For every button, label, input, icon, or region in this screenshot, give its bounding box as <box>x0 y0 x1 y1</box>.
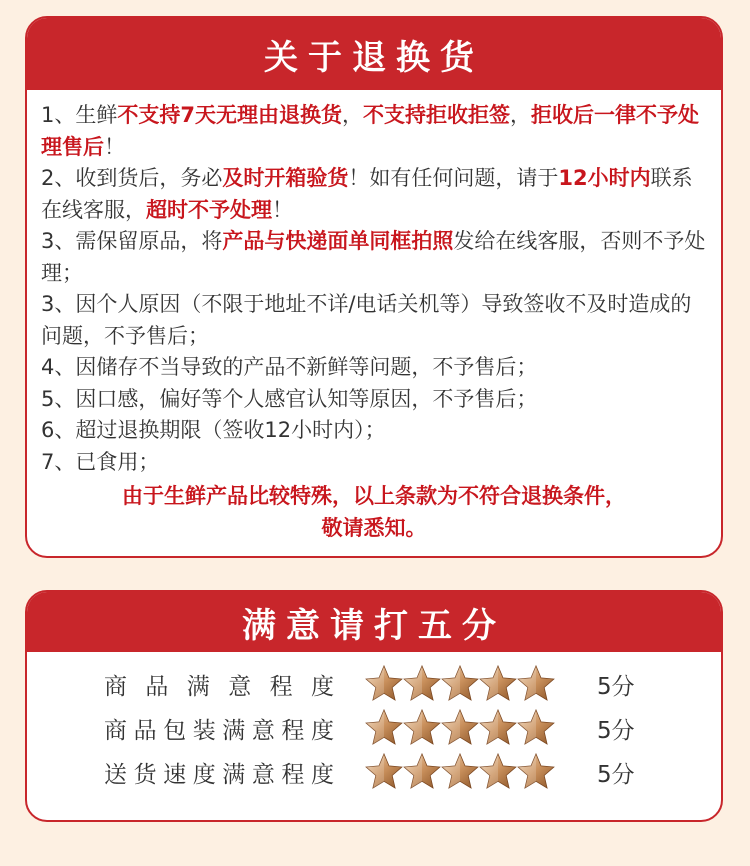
star-icon[interactable] <box>517 708 555 746</box>
star-icon[interactable] <box>403 664 441 702</box>
star-icon[interactable] <box>441 708 479 746</box>
returns-note-line-2: 敬请悉知。 <box>321 515 427 540</box>
star-icon[interactable] <box>517 752 555 790</box>
rating-row <box>27 664 721 704</box>
star-icon[interactable] <box>365 752 403 790</box>
rating-label: 送货速度满意程度 <box>104 762 334 788</box>
star-icon[interactable] <box>479 752 517 790</box>
star-rating[interactable] <box>365 752 555 790</box>
star-icon[interactable] <box>479 708 517 746</box>
rule-highlight-text: 产品与快递面单同框拍照 <box>222 229 454 253</box>
rule-item <box>41 226 707 289</box>
rule-text: 2、收到货后，务必 <box>41 166 223 190</box>
rule-highlight-text: 12小时内 <box>558 166 651 190</box>
rule-item <box>41 289 707 352</box>
star-icon[interactable] <box>479 664 517 702</box>
rating-score: 5分 <box>597 762 635 788</box>
returns-note <box>27 481 721 544</box>
rule-text: 6、超过退换期限（签收12小时内）； <box>41 418 386 442</box>
rating-label: 商品满意程度 <box>104 674 334 700</box>
rule-text: 7、已食用； <box>41 449 160 474</box>
star-icon[interactable] <box>403 752 441 790</box>
rule-text: 联系在线客服， <box>41 166 693 222</box>
rule-highlight-text: 及时开箱验货 <box>222 166 349 190</box>
rating-card <box>25 590 723 822</box>
rating-score: 5分 <box>597 718 635 744</box>
rating-label: 商品包装满意程度 <box>104 718 334 744</box>
star-icon[interactable] <box>441 752 479 790</box>
rule-text: 4、因储存不当导致的产品不新鲜等问题，不予售后； <box>41 355 538 379</box>
rule-highlight-text: 超时不予处理 <box>146 197 272 222</box>
star-icon[interactable] <box>403 708 441 746</box>
star-icon[interactable] <box>365 664 403 702</box>
rule-item <box>41 384 707 416</box>
rule-highlight-text: 拒收后一律不予处理售后 <box>41 103 699 159</box>
rule-item <box>41 415 707 447</box>
star-icon[interactable] <box>441 664 479 702</box>
returns-policy-title: 关于退换货 <box>27 18 721 90</box>
rule-text: ！如有任何问题，请于 <box>348 166 559 190</box>
returns-rules-list <box>27 90 721 478</box>
rule-item <box>41 163 707 226</box>
rule-text: ！ <box>104 134 125 159</box>
rule-item <box>41 100 707 163</box>
rating-title: 满意请打五分 <box>27 592 721 652</box>
rule-item <box>41 352 707 384</box>
rating-row <box>27 752 721 792</box>
rating-score: 5分 <box>597 674 635 700</box>
star-icon[interactable] <box>365 708 403 746</box>
rule-text: 3、因个人原因（不限于地址不详/电话关机等）导致签收不及时造成的问题，不予售后； <box>41 292 692 348</box>
rule-text: 5、因口感，偏好等个人感官认知等原因，不予售后； <box>41 386 538 411</box>
rule-text: 3、需保留原品，将 <box>41 229 223 253</box>
rule-text: 发给在线客服，否则不予处理； <box>41 229 706 285</box>
rule-item <box>41 447 707 479</box>
star-icon[interactable] <box>517 664 555 702</box>
rule-text: ！ <box>272 197 293 222</box>
star-rating[interactable] <box>365 708 555 746</box>
rule-highlight-text: 不支持7天无理由退换货 <box>117 103 342 127</box>
rule-highlight-text: 不支持拒收拒签 <box>363 103 510 127</box>
star-rating[interactable] <box>365 664 555 702</box>
rating-row <box>27 708 721 748</box>
rule-text: ， <box>510 103 531 127</box>
returns-policy-card <box>25 16 723 558</box>
rule-text: 1、生鲜 <box>41 103 118 127</box>
returns-note-line-1: 由于生鲜产品比较特殊，以上条款为不符合退换条件， <box>122 484 626 508</box>
rule-text: ， <box>342 103 363 127</box>
